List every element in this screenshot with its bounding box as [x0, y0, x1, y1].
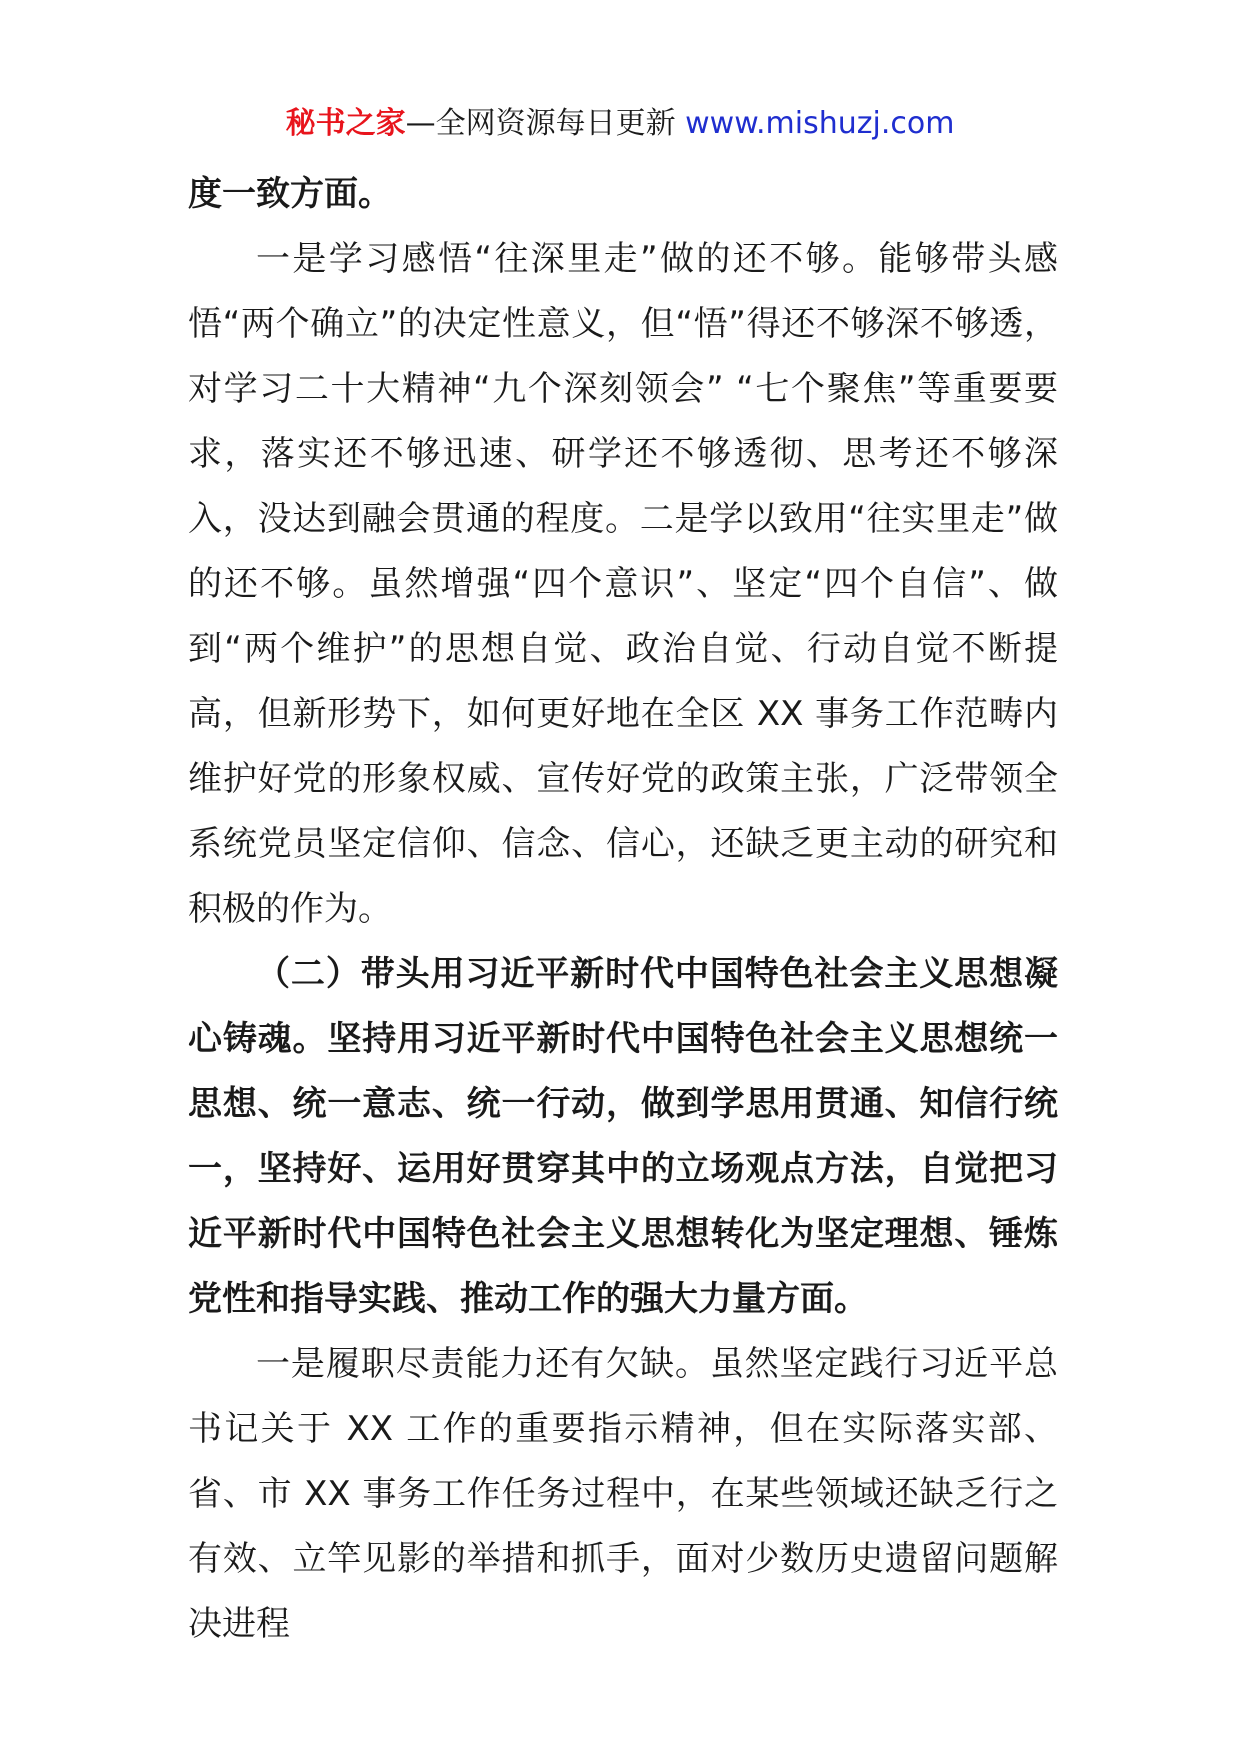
document-body — [188, 162, 1058, 1657]
page-header — [0, 102, 1240, 146]
section-heading-2: （二）带头用习近平新时代中国特色社会主义思想凝心铸魂。坚持用习近平新时代中国特色社会主义思想统一思想、统一意志、统一行动，做到学思用贯通、知信行统一，坚持好、运用好贯穿其中的立场观点方法，自觉把习近平新时代中国特色社会主义思想转化为坚定理想、锤炼党性和指导实践、推动工作的强大力量方面。 — [188, 954, 1058, 1319]
header-brand: 秘书之家 — [285, 106, 406, 141]
header-tagline: —全网资源每日更新 — [405, 106, 676, 141]
paragraph-1: 一是学习感悟“往深里走”做的还不够。能够带头感悟“两个确立”的决定性意义，但“悟”得还不够深不够透，对学习二十大精神“九个深刻领会” “七个聚焦”等重要要求，落实还不够迅速、研学还不够透彻、思考还不够深入，没达到融会贯通的程度。二是学以致用“往实里走”做的还不够。虽然增强“四个意识”、坚定“四个自信”、做到“两个维护”的思想自觉、政治自觉、行动自觉不断提高，但新形势下，如何更好地在全区 XX 事务工作范畴内维护好党的形象权威、宣传好党的政策主张，广泛带领全系统党员坚定信仰、信念、信心，还缺乏更主动的研究和积极的作为。 — [188, 239, 1058, 929]
paragraph-continued-heading: 度一致方面。 — [188, 174, 392, 214]
header-url-link[interactable]: www.mishuzj.com — [685, 106, 955, 141]
paragraph-2: 一是履职尽责能力还有欠缺。虽然坚定践行习近平总书记关于 XX 工作的重要指示精神，但在实际落实部、省、市 XX 事务工作任务过程中，在某些领域还缺乏行之有效、立竿见影的举措和抓手，面对少数历史遗留问题解决进程 — [188, 1344, 1058, 1644]
